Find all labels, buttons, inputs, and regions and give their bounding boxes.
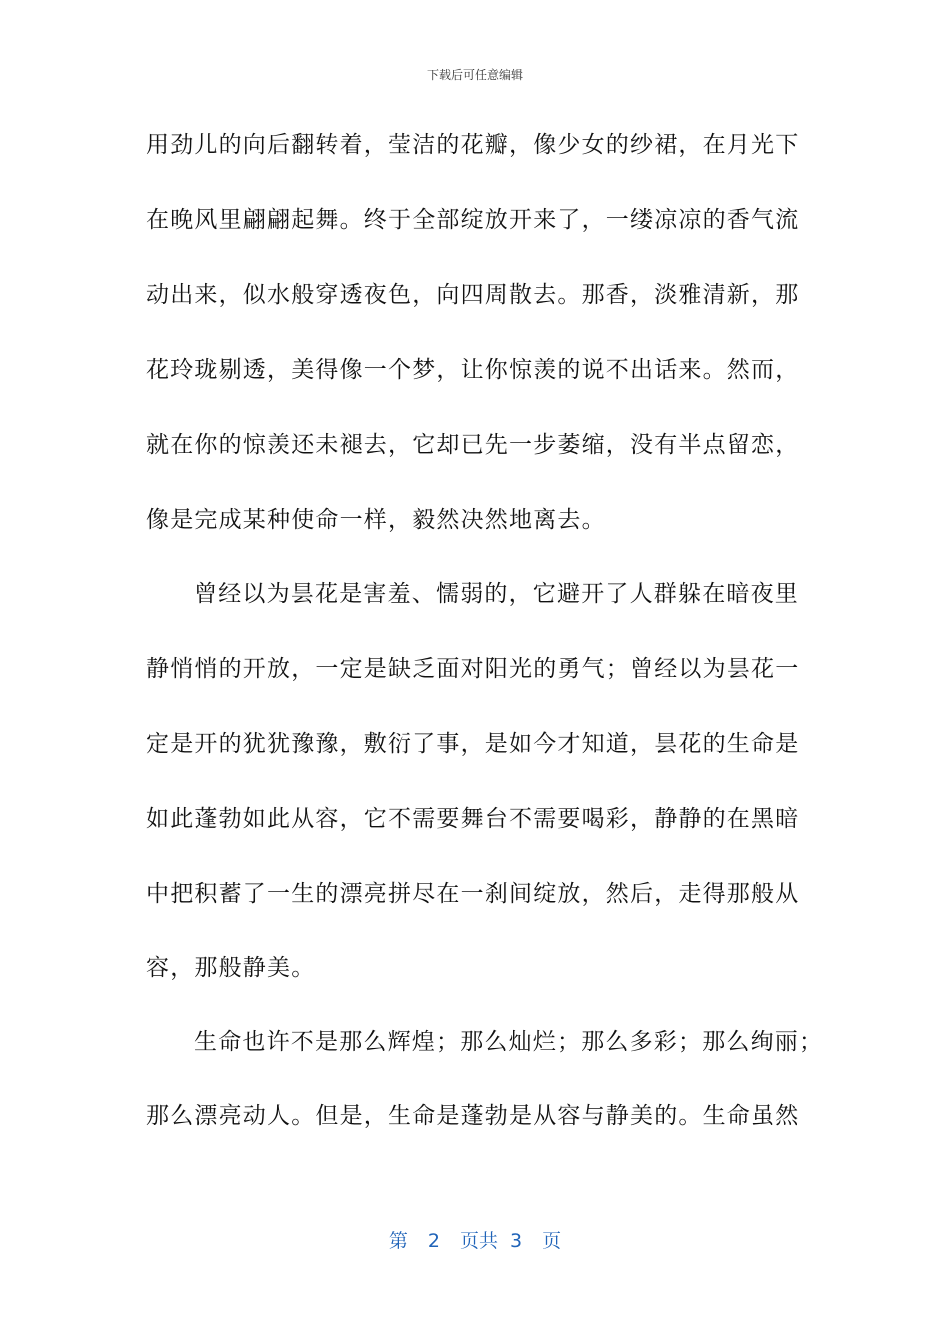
footer-middle: 页共 [459, 1230, 498, 1252]
text-line: 静悄悄的开放，一定是缺乏面对阳光的勇气；曾经以为昙花一 [146, 656, 800, 682]
text-line: 就在你的惊羡还未褪去，它却已先一步萎缩，没有半点留恋， [146, 432, 800, 458]
paragraph-first-line: 生命也许不是那么辉煌；那么灿烂；那么多彩；那么绚丽； [194, 1029, 824, 1055]
text-line: 容，那般静美。 [146, 955, 316, 981]
page-header: 下载后可任意编辑 [426, 68, 523, 82]
current-page-number: 2 [427, 1230, 440, 1252]
total-page-count: 3 [510, 1230, 523, 1252]
text-line: 定是开的犹犹豫豫，敷衍了事，是如今才知道，昙花的生命是 [146, 731, 800, 757]
text-line: 像是完成某种使命一样，毅然决然地离去。 [146, 507, 606, 533]
footer-suffix: 页 [542, 1230, 562, 1252]
text-line: 花玲珑剔透，美得像一个梦，让你惊羡的说不出话来。然而， [146, 357, 800, 383]
text-line: 中把积蓄了一生的漂亮拼尽在一刹间绽放，然后，走得那般从 [146, 881, 800, 907]
text-line: 那么漂亮动人。但是，生命是蓬勃是从容与静美的。生命虽然 [146, 1103, 800, 1129]
text-line: 动出来，似水般穿透夜色，向四周散去。那香，淡雅清新，那 [146, 282, 800, 308]
footer-prefix: 第 [388, 1230, 408, 1252]
text-line: 在晚风里翩翩起舞。终于全部绽放开来了，一缕凉凉的香气流 [146, 207, 800, 233]
text-line: 如此蓬勃如此从容，它不需要舞台不需要喝彩，静静的在黑暗 [146, 806, 800, 832]
page-footer [0, 1226, 950, 1253]
paragraph-first-line: 曾经以为昙花是害羞、懦弱的，它避开了人群躲在暗夜里 [194, 581, 799, 607]
text-line: 用劲儿的向后翻转着，莹洁的花瓣，像少女的纱裙，在月光下 [146, 132, 800, 158]
